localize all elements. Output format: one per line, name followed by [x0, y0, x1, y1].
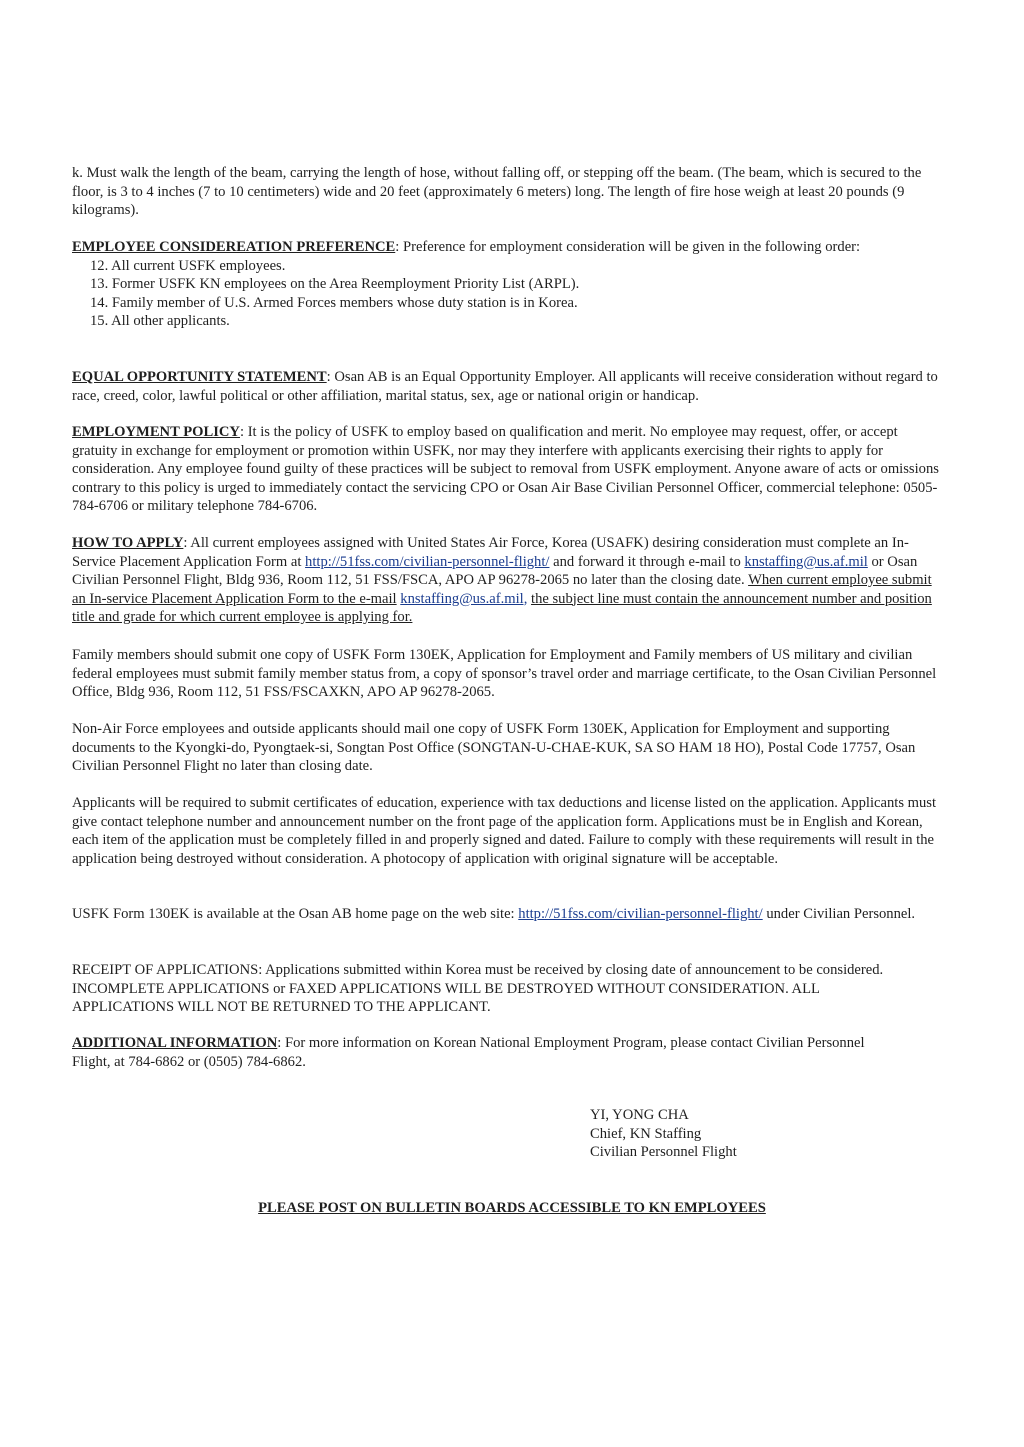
- form-availability-section: [72, 905, 944, 924]
- preference-item: 15. All other applicants.: [90, 313, 230, 329]
- how-to-apply-underlined-b: the subject line must contain the announcement number and position title and grade for which current employee is applying for.: [72, 590, 932, 625]
- how-to-apply-email-link-2[interactable]: knstaffing@us.af.mil,: [400, 590, 528, 607]
- employment-policy-paragraph: EMPLOYMENT POLICY: It is the policy of USFK to employ based on qualification and merit. No employee may request, offer, or accept gratuity in exchange for employment or promotion within USFK, nor may they interfere with applicants exercising their rights to apply for consideration. Any employee found guilty of these practices will be subject to removal from USFK employment. Anyone aware of acts or omissions contrary to this policy is urged to immediately contact the servicing CPO or Osan Air Base Civilian Personnel Officer, commercial telephone: 0505-784-6706 or military telephone 784-6706.: [72, 424, 939, 514]
- employment-policy-heading: EMPLOYMENT POLICY: [72, 424, 240, 440]
- equal-opportunity-text: Osan AB is an Equal Opportunity Employer. All applicants will receive consideration without regard to race, creed, color, lawful political or other affiliation, marital status, sex, age or national origin or handicap.: [72, 369, 938, 404]
- equal-opportunity-paragraph: EQUAL OPPORTUNITY STATEMENT: Osan AB is an Equal Opportunity Employer. All applicants will receive consideration without regard to race, creed, color, lawful political or other affiliation, marital status, sex, age or national origin or handicap.: [72, 369, 938, 404]
- family-members-text: Family members should submit one copy of USFK Form 130EK, Application for Employment and Family members of US military and civilian federal employees must submit family member status from, a copy of sponsor’s travel order and marriage certificate, to the Osan Civilian Personnel Office, Bldg 936, Room 112, 51 FSS/FSCAXKN, APO AP 96278-2065.: [72, 647, 937, 700]
- form-availability-text-2: under Civilian Personnel.: [766, 906, 916, 922]
- preference-item: 13. Former USFK KN employees on the Area Reemployment Priority List (ARPL).: [90, 276, 580, 292]
- preference-item: 14. Family member of U.S. Armed Forces members whose duty station is in Korea.: [90, 294, 578, 311]
- signature-block: [590, 1106, 737, 1162]
- additional-info-text: For more information on Korean National Employment Program, please contact Civilian Personnel Flight, at 784-6862 or (0505) 784-6862.: [72, 1035, 865, 1070]
- item-k-paragraph: [72, 164, 934, 220]
- receipt-text: RECEIPT OF APPLICATIONS: Applications submitted within Korea must be received by closing date of announcement to be considered. INCOMPLETE APPLICATIONS or FAXED APPLICATIONS WILL BE DESTROYED WITHOUT CONSIDERATION. ALL APPLICATIONS WILL NOT BE RETURNED TO THE APPLICANT.: [72, 962, 884, 1015]
- non-air-force-text: Non-Air Force employees and outside applicants should mail one copy of USFK Form 130EK, Application for Employment and supporting documents to the Kyongki-do, Pyongtaek-si, Songtan Post Office (SONGTAN-U-CHAE-KUK, SA SO HAM 18 HO), Postal Code 17757, Osan Civilian Personnel Flight no later than closing date.: [72, 721, 916, 774]
- receipt-section: [72, 961, 922, 1017]
- preference-list: [72, 257, 922, 331]
- preference-paragraph: EMPLOYEE CONSIDEREATION PREFERENCE: Preference for employment consideration will be given in the following order:: [72, 239, 861, 255]
- family-members-section: [72, 646, 942, 702]
- preference-item: 12. All current USFK employees.: [90, 257, 286, 274]
- preference-heading: EMPLOYEE CONSIDEREATION PREFERENCE: [72, 239, 396, 255]
- signature-name: YI, YONG CHA: [590, 1107, 689, 1123]
- posting-notice: PLEASE POST ON BULLETIN BOARDS ACCESSIBLE TO KN EMPLOYEES: [258, 1200, 766, 1216]
- form-availability-link[interactable]: http://51fss.com/civilian-personnel-flight/: [518, 906, 763, 922]
- preference-section: [72, 238, 922, 331]
- form-availability-paragraph: [72, 905, 944, 924]
- certificates-section: [72, 794, 944, 868]
- how-to-apply-underlined-a: When current employee submit an In-service Placement Application Form to the e-mail: [72, 572, 932, 607]
- employment-policy-section: [72, 423, 942, 516]
- non-air-force-section: [72, 720, 934, 776]
- how-to-apply-text-2: and forward it through e-mail to: [553, 553, 741, 570]
- certificates-text: Applicants will be required to submit certificates of education, experience with tax deductions and license listed on the application. Applicants must give contact telephone number and announcement number on the front page of the application form. Applications must be in English and Korean, each item of the application must be completely filled in and properly signed and dated. Failure to comply with these requirements will result in the application being destroyed without consideration. A photocopy of application with original signature will be acceptable.: [72, 795, 937, 867]
- signature-title: Chief, KN Staffing: [590, 1125, 702, 1142]
- equal-opportunity-heading: EQUAL OPPORTUNITY STATEMENT: [72, 369, 327, 385]
- signature-office: Civilian Personnel Flight: [590, 1144, 737, 1160]
- additional-info-heading: ADDITIONAL INFORMATION: [72, 1035, 278, 1051]
- how-to-apply-heading: HOW TO APPLY: [72, 535, 184, 551]
- additional-info-section: [72, 1034, 902, 1071]
- how-to-apply-paragraph: HOW TO APPLY: All current employees assigned with United States Air Force, Korea (USAFK) desiring consideration must complete an In-Service Placement Application Form at http://51fss.com/civilian-personnel-flight/ and forward it through e-mail to knstaffing@us.af.mil or Osan Civilian Personnel Flight, Bldg 936, Room 112, 51 FSS/FSCA, APO AP 96278-2065 no later than the closing date. When current employee submit an In-service Placement Application Form to the e-mail knstaffing@us.af.mil, the subject line must contain the announcement number and position title and grade for which current employee is applying for.: [72, 535, 932, 625]
- how-to-apply-text-3: or Osan Civilian Personnel Flight, Bldg 936, Room 112, 51 FSS/FSCA, APO AP 96278-2065 no later than the closing date.: [72, 553, 918, 588]
- form-availability-text-1: USFK Form 130EK is available at the Osan AB home page on the web site:: [72, 906, 515, 922]
- item-k-text: k. Must walk the length of the beam, carrying the length of hose, without falling off, or stepping off the beam. (The beam, which is secured to the floor, is 3 to 4 inches (7 to 10 centimeters) wide and 20 feet (approximately 6 meters) long. The length of fire hose weigh at least 20 pounds (9 kilograms).: [72, 165, 922, 218]
- additional-info-paragraph: ADDITIONAL INFORMATION: For more information on Korean National Employment Program, please contact Civilian Personnel Flight, at 784-6862 or (0505) 784-6862.: [72, 1035, 865, 1070]
- how-to-apply-text-1: All current employees assigned with United States Air Force, Korea (USAFK) desiring consideration must complete an In-Service Placement Application Form at: [72, 535, 909, 570]
- preference-intro: Preference for employment consideration will be given in the following order:: [402, 239, 861, 255]
- employment-policy-text: It is the policy of USFK to employ based on qualification and merit. No employee may request, offer, or accept gratuity in exchange for employment or promotion within USFK, nor may they interfere with applicants exercising their rights to apply for consideration. Any employee found guilty of these practices will be subject to removal from USFK employment. Anyone aware of acts or omissions contrary to this policy is urged to immediately contact the servicing CPO or Osan Air Base Civilian Personnel Officer, commercial telephone: 0505-784-6706 or military telephone 784-6706.: [72, 424, 939, 514]
- equal-opportunity-section: [72, 368, 942, 405]
- how-to-apply-email-link[interactable]: knstaffing@us.af.mil: [744, 553, 868, 570]
- how-to-apply-link[interactable]: http://51fss.com/civilian-personnel-flight/: [305, 553, 550, 570]
- how-to-apply-section: [72, 534, 942, 627]
